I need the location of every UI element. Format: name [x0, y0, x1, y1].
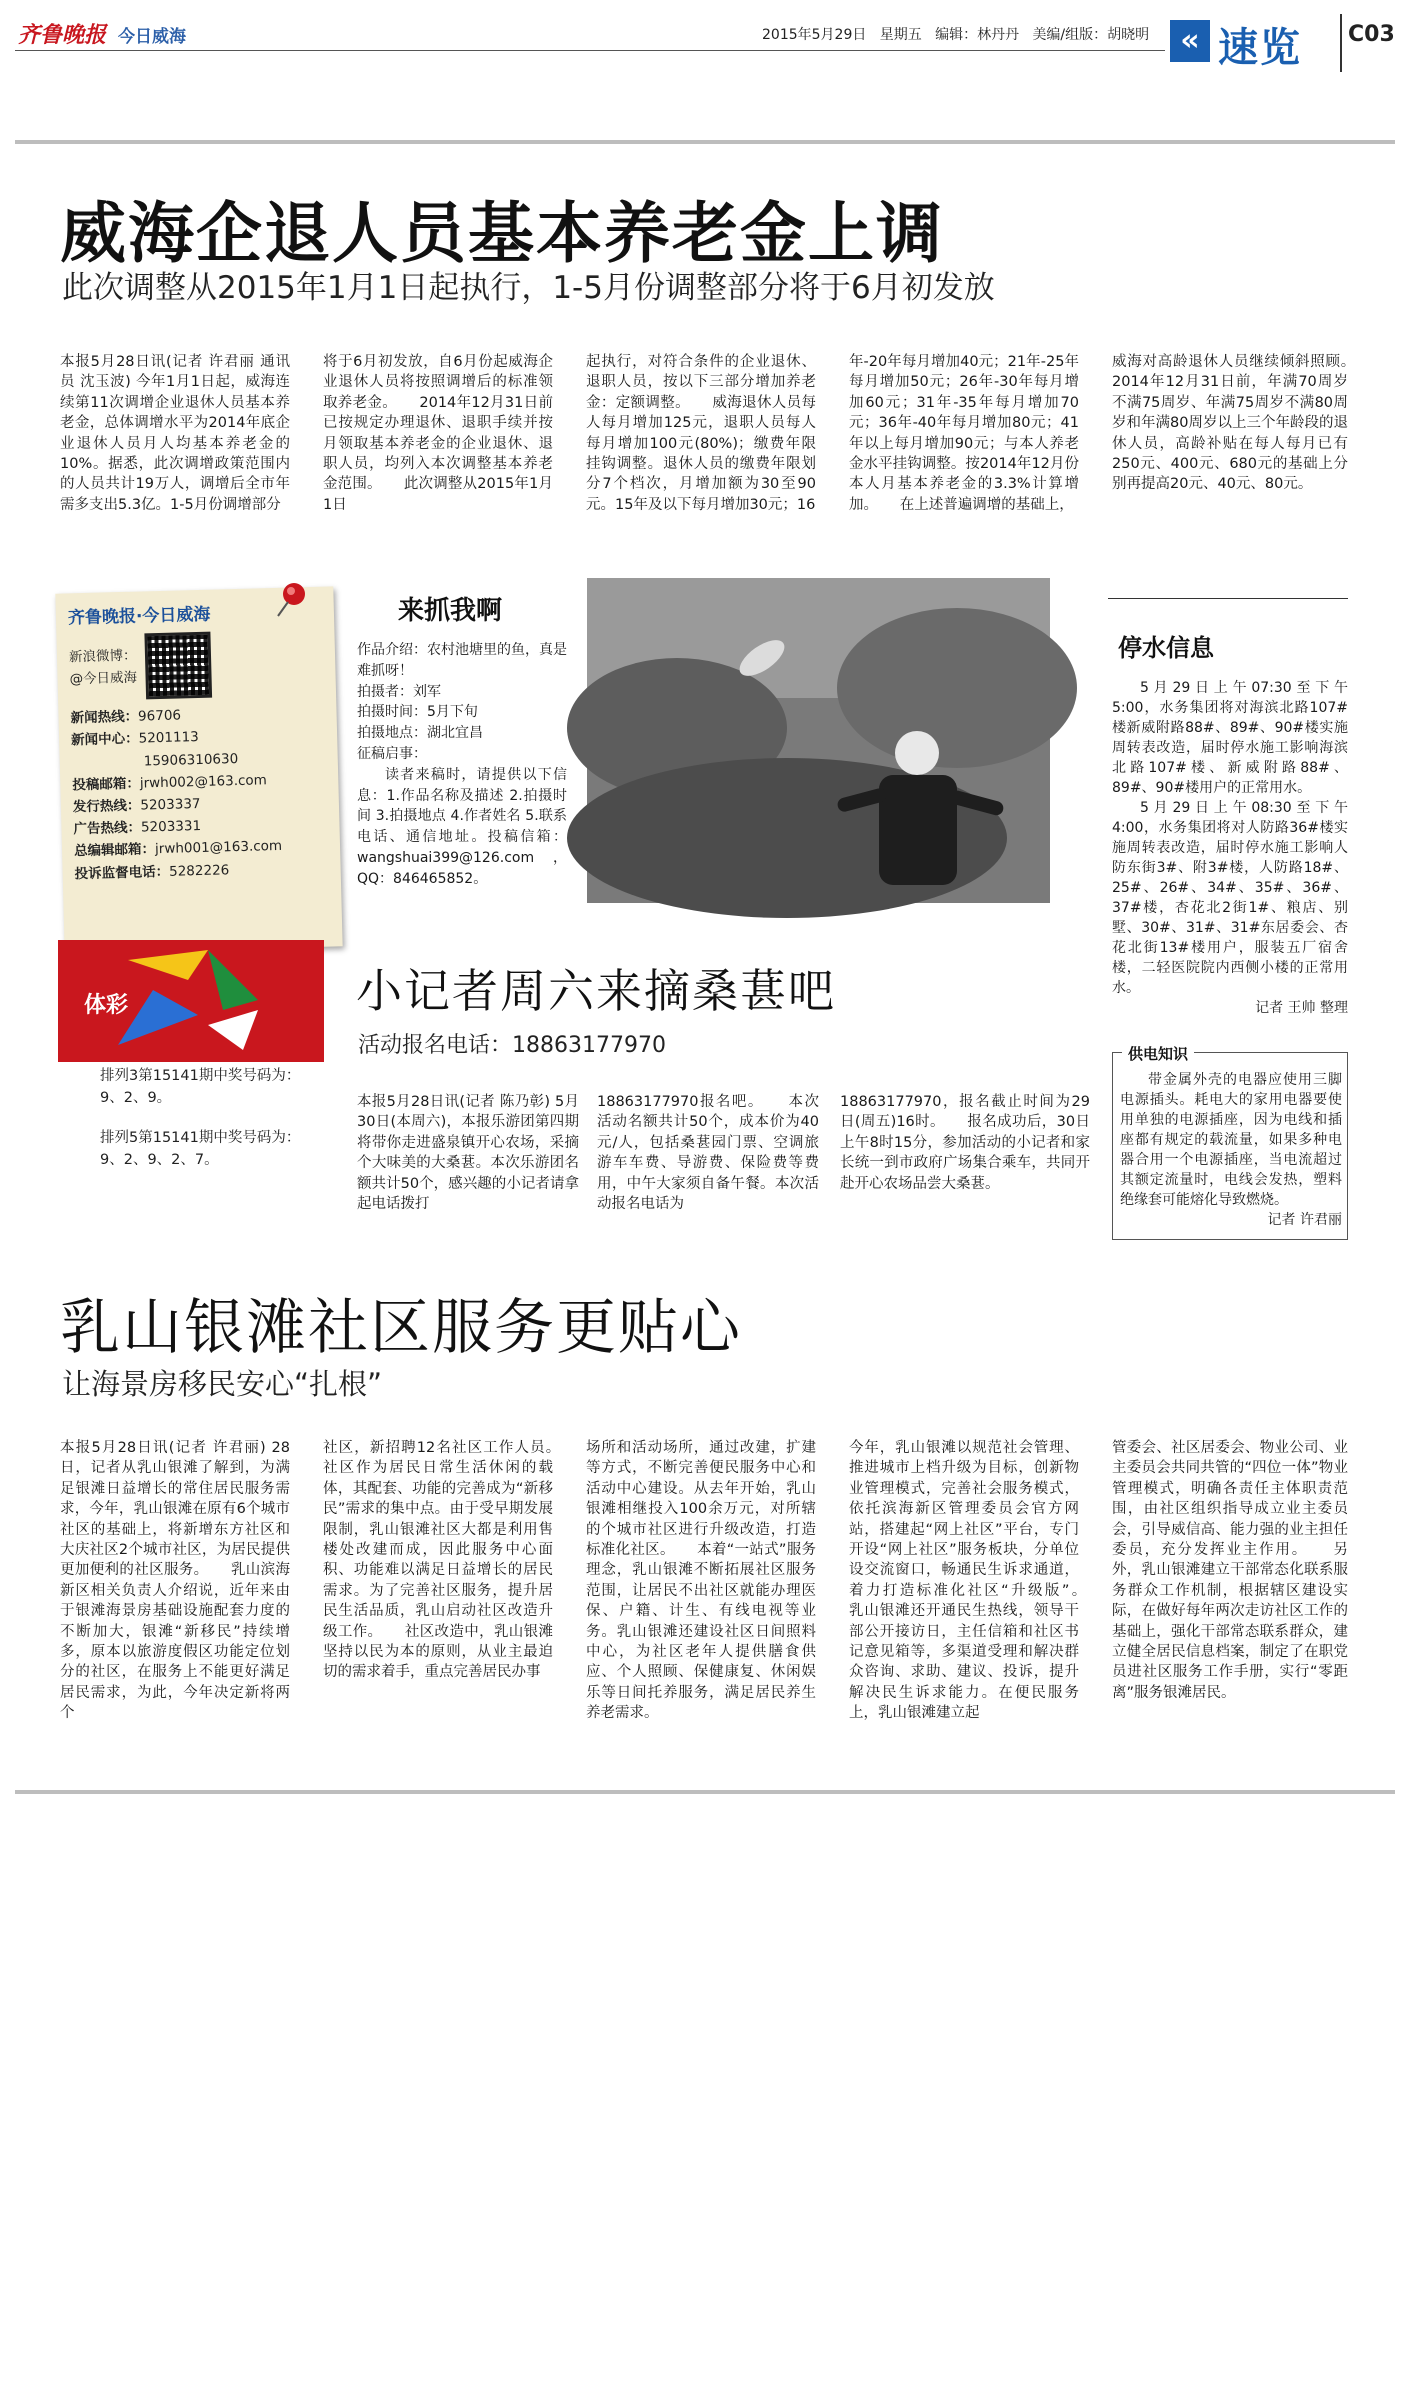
article1-subheadline: 此次调整从2015年1月1日起执行，1-5月份调整部分将于6月初发放 [62, 270, 995, 306]
lottery-line: 排列5第15141期中奖号码为：9、2、9、2、7。 [100, 1130, 301, 1168]
contact-row: 发行热线：5203337 [72, 795, 201, 816]
article3-column-1: 本报5月28日讯(记者 许君丽) 28日，记者从乳山银滩了解到，为满足银滩日益增长的常住居民服务需求，今年，乳山银滩在原有6个城市社区的基础上，将新增东方社区和大庆社区2个城市社区，为居民提供更加便利的社区服务。 乳山滨海新区相关负责人介绍说，近年来由于银滩海景房基础设施配套力度的不断加大，银滩“新移民”持续增多，原本以旅游度假区功能定位划分的社区，在服务上不能更好满足居民需求，为此，今年决定新将两个 [60, 1440, 290, 1722]
article3-column-2: 社区，新招聘12名社区工作人员。 社区作为居民日常生活休闲的载体，其配套、功能的完善成为“新移民”需求的集中点。由于受早期发展限制，乳山银滩社区大都是利用售楼处改建而成，因此服务中心面积、功能难以满足日益增长的居民需求。为了完善社区服务，提升居民生活品质，乳山启动社区改造升级工作。 社区改造中，乳山银滩坚持以民为本的原则，从业主最迫切的需求着手，重点完善居民办事 [323, 1440, 582, 1681]
contact-row: 投诉监督电话：5282226 [74, 861, 230, 882]
contact-card [55, 586, 342, 953]
article2-column-1: 本报5月28日讯(记者 陈乃彰) 5月30日(本周六)，本报乐游团第四期将带你走进盛泉镇开心农场，采摘个大味美的大桑葚。本次乐游团名额共计50个，感兴趣的小记者请拿起电话拨打 [357, 1094, 579, 1213]
article3-column-4: 今年，乳山银滩以规范社会管理、推进城市上档升级为目标，创新物业管理模式，完善社会服务模式，依托滨海新区管理委员会官方网站，搭建起“网上社区”平台，专门开设“网上社区”服务板块，分单位设交流窗口，畅通民生诉求通道，着力打造标准化社区“升级版”。 乳山银滩还开通民生热线，领导干部公开接访日，主任信箱和社区书记意见箱等，多渠道受理和解决群众咨询、求助、建议、投诉，提升解决民生诉求能力。在便民服务上，乳山银滩建立起 [849, 1440, 1108, 1722]
article1-column-2: 将于6月初发放，自6月份起威海企业退休人员将按照调增后的标准领取养老金。 2014年12月31日前已按规定办理退休、退职手续并按月领取基本养老金的企业退休、退职人员，均列入本次调整基本养老金范围。 此次调整从2015年1月1日 [323, 354, 553, 513]
power-notice-text: 带金属外壳的电器应使用三脚电源插头。耗电大的家用电器要使用单独的电源插座，因为电线和插座都有规定的载流量，如果多种电器合用一个电源插座，当电流超过其额定流量时，电线会发热，塑料绝缘套可能熔化导致燃烧。 [1120, 1072, 1342, 1208]
contact-row: 总编辑邮箱：jrwh001@163.com [73, 838, 283, 860]
article2-column-2: 18863177970报名吧。 本次活动名额共计50个，成本价为40元/人，包括桑葚园门票、空调旅游车车费、导游费、保险费等费用，中午大家须自备午餐。本次活动报名电话为 [597, 1094, 819, 1213]
designer-credit: 美编/组版：胡晓明 [1032, 27, 1150, 43]
weibo-label: 新浪微博： [68, 647, 137, 666]
contact-row: 新闻热线：96706 [70, 707, 182, 727]
editor-credit: 编辑：林丹丹 [935, 27, 1020, 43]
article2-column-3: 18863177970，报名截止时间为29日(周五)16时。 报名成功后，30日上午8时15分，参加活动的小记者和家长统一到市政府广场集合乘车，共同开赴开心农场品尝大桑葚。 [840, 1094, 1090, 1192]
power-notice-title: 供电知识 [1122, 1043, 1194, 1064]
section-divider [15, 140, 1395, 144]
contact-row: 广告热线：5203331 [73, 818, 202, 838]
caption-line: 读者来稿时，请提供以下信息：1.作品名称及描述 2.拍摄时间 3.拍摄地点 4.作者姓名 5.联系电话、通信地址。投稿信箱：wangshuai399@126.com，QQ：846465852。 [357, 766, 567, 887]
article2-headline: 小记者周六来摘桑葚吧 [356, 964, 836, 1018]
article1-column-1: 本报5月28日讯(记者 许君丽 通讯员 沈玉波) 今年1月1日起，威海连续第11次调增企业退休人员基本养老金，总体调增水平为2014年底企业退休人员月人均基本养老金的10%。据悉，此次调增政策范围内的人员共计19万人，调增后全市年需多支出5.3亿。1-5月份调增部分 [60, 354, 290, 513]
newspaper-logo: 齐鲁晚报 [18, 22, 107, 48]
photo-column-caption [357, 640, 567, 930]
photo-column-title: 来抓我啊 [398, 596, 503, 626]
section-name: 今日威海 [118, 27, 186, 47]
article1-column-3: 起执行，对符合条件的企业退休、退职人员，按以下三部分增加养老金：定额调整。 威海退休人员每人每月增加125元，退职人员每人每月增加100元(80%)；缴费年限挂钩调整。退休人员的缴费年限划分7个档次，月增加额为30至90元。15年及以下每月增加30元；16 [586, 354, 816, 513]
power-notice-byline: 记者 许君丽 [1267, 1212, 1342, 1228]
caption-line: 拍摄地点：湖北宜昌 [357, 725, 483, 742]
notice-byline: 记者 王帅 整理 [1255, 1000, 1348, 1016]
article2-subheadline: 活动报名电话：18863177970 [358, 1033, 666, 1058]
header-rule [15, 50, 1165, 51]
caption-line: 拍摄时间：5月下旬 [357, 704, 478, 721]
page-number: C03 [1348, 22, 1395, 47]
water-notice-title: 停水信息 [1118, 634, 1214, 662]
notice-paragraph: 5月29日上午08:30至下午4:00，水务集团将对人防路36#楼实施周转表改造，届时停水施工影响人防东街3#、附3#楼，人防路18#、25#、26#、34#、35#、36#、37#楼，杏花北2街1#、粮店、别墅、30#、31#、31#东居委会、杏花北街13#楼用户，服装五厂宿舍楼，二轻医院院内西侧小楼的正常用水。 [1112, 800, 1348, 996]
contact-row: 投稿邮箱：jrwh002@163.com [72, 772, 268, 794]
issue-info [762, 24, 1149, 44]
article3-subheadline: 让海景房移民安心“扎根” [62, 1367, 383, 1401]
double-chevron-left-icon: « [1170, 20, 1210, 62]
issue-weekday: 星期五 [879, 27, 922, 43]
article3-column-5: 管委会、社区居委会、物业公司、业主委员会共同共管的“四位一体”物业管理模式，明确各责任主体职责范围，由社区组织指导成立业主委员会，引导威信高、能力强的业主担任委员，充分发挥业主作用。 另外，乳山银滩建立干部常态化联系服务群众工作机制，根据辖区建设实际，在做好每年两次走访社区工作的基础上，强化干部常态联系群众，建立健全居民信息档案，制定了在职党员进社区服务工作手册，实行“零距离”服务银滩居民。 [1112, 1440, 1348, 1701]
article3-column-3: 场所和活动场所，通过改建，扩建等方式，不断完善便民服务中心和活动中心建设。从去年开始，乳山银滩相继投入100余万元，对所辖的个城市社区进行升级改造，打造标准化社区。 本着“一站式”服务理念，乳山银滩不断拓展社区服务范围，让居民不出社区就能办理医保、户籍、计生、有线电视等业务。乳山银滩还建设社区日间照料中心，为社区老年人提供膳食供应、个人照顾、保健康复、休闲娱乐等日间托养服务，满足居民养生养老需求。 [586, 1440, 816, 1722]
weibo-handle: @今日威海 [69, 669, 138, 688]
contact-card-title: 齐鲁晚报·今日威海 [67, 604, 211, 629]
contact-row: 15906310630 [143, 750, 239, 770]
news-photo [587, 578, 1050, 903]
qr-code-icon [144, 632, 212, 700]
bottom-divider [15, 1790, 1395, 1794]
article3-headline: 乳山银滩社区服务更贴心 [60, 1293, 742, 1363]
contact-row: 新闻中心：5201113 [70, 729, 199, 749]
notice-paragraph: 5月29日上午07:30至下午5:00，水务集团将对海滨北路107#楼新威附路88#、89#、90#楼实施周转表改造，届时停水施工影响海滨北路107#楼、新威附路88#、89#、90#楼用户的正常用水。 [1112, 680, 1348, 796]
header-divider [1340, 14, 1342, 72]
issue-date: 2015年5月29日 [762, 27, 867, 43]
lottery-line: 排列3第15141期中奖号码为：9、2、9。 [100, 1068, 301, 1106]
article1-column-4: 年-20年每月增加40元；21年-25年每月增加50元；26年-30年每月增加60元；31年-35年每月增加70元；36年-40年每月增加80元；41年以上每月增加90元；与本人养老金水平挂钩调整。按2014年12月份本人月基本养老金的3.3%计算增加。 在上述普遍调增的基础上， [849, 354, 1079, 513]
notice-rule [1108, 598, 1348, 599]
lottery-label: 体彩 [84, 993, 129, 1018]
article1-headline: 威海企退人员基本养老金上调 [60, 195, 944, 272]
pushpin-icon [272, 580, 312, 620]
caption-line: 拍摄者：刘军 [357, 683, 441, 700]
article1-column-5: 威海对高龄退休人员继续倾斜照顾。 2014年12月31日前，年满70周岁不满75周岁、年满75周岁不满80周岁和年满80周岁以上三个年龄段的退休人员，高龄补贴在每人每月已有250元、400元、680元的基础上分别再提高20元、40元、80元。 [1112, 354, 1377, 493]
lottery-results [100, 1065, 320, 1171]
water-notice-body [1112, 678, 1348, 1016]
power-notice-body [1120, 1070, 1342, 1230]
caption-line: 作品介绍：农村池塘里的鱼，真是难抓呀！ [357, 642, 567, 679]
caption-line: 征稿启事： [357, 745, 427, 762]
column-name: 速览 [1218, 25, 1302, 71]
